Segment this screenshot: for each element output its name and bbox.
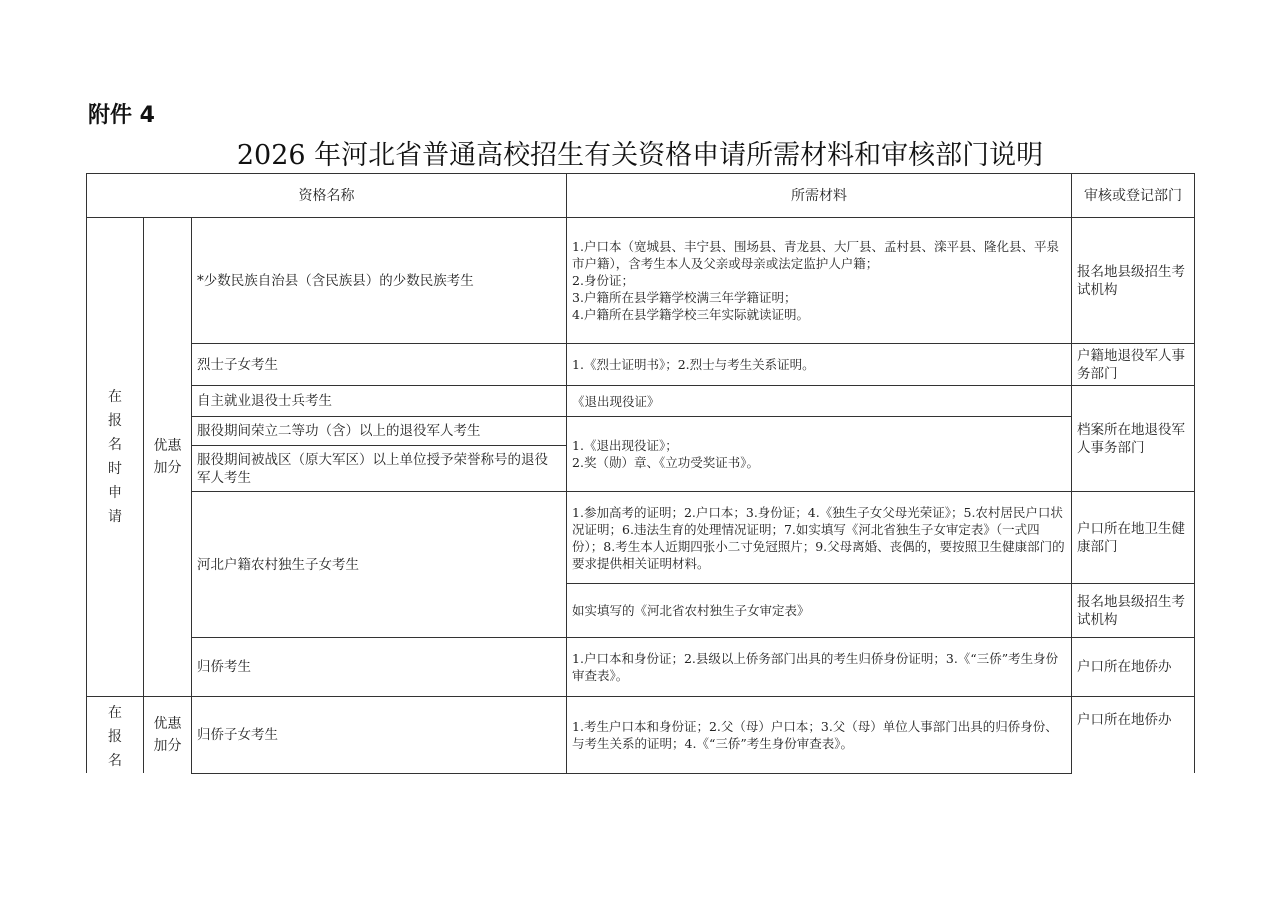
timing-text: 在 报 名	[108, 705, 122, 769]
row-materials: 1.《烈士证明书》；2.烈士与考生关系证明。	[567, 344, 1072, 386]
row-name: 服役期间被战区（原大军区）以上单位授予荣誉称号的退役军人考生	[192, 446, 567, 492]
row-dept: 档案所在地退役军人事务部门	[1072, 386, 1195, 492]
row-name: 自主就业退役士兵考生	[192, 386, 567, 417]
table-row	[87, 697, 1195, 774]
col-header-materials: 所需材料	[567, 174, 1072, 218]
col-header-dept: 审核或登记部门	[1072, 174, 1195, 218]
row-materials: 1.户口本和身份证；2.县级以上侨务部门出具的考生归侨身份证明；3.《“三侨”考生身份审查表》。	[567, 638, 1072, 697]
table-header-row	[87, 174, 1195, 218]
row-dept: 户口所在地侨办	[1072, 697, 1195, 774]
document-title: 2026 年河北省普通高校招生有关资格申请所需材料和审核部门说明	[236, 140, 1044, 171]
table-row	[87, 218, 1195, 344]
table-row	[87, 417, 1195, 446]
row-dept: 户口所在地侨办	[1072, 638, 1195, 697]
row-dept: 报名地县级招生考试机构	[1072, 584, 1195, 638]
row-name: 归侨考生	[192, 638, 567, 697]
row-name: 服役期间荣立二等功（含）以上的退役军人考生	[192, 417, 567, 446]
category-text: 优惠 加分	[153, 438, 182, 476]
row-materials: 如实填写的《河北省农村独生子女审定表》	[567, 584, 1072, 638]
row-materials: 1.考生户口本和身份证；2.父（母）户口本；3.父（母）单位人事部门出具的归侨身份、与考生关系的证明；4.《“三侨”考生身份审查表》。	[567, 697, 1072, 774]
row-materials: 1.户口本（宽城县、丰宁县、围场县、青龙县、大厂县、孟村县、滦平县、隆化县、平泉市户籍），含考生本人及父亲或母亲或法定监护人户籍； 2.身份证； 3.户籍所在县学籍学校满三年学籍证明； 4.户籍所在县学籍学校三年实际就读证明。	[567, 218, 1072, 344]
row-name: 烈士子女考生	[192, 344, 567, 386]
table-row	[87, 344, 1195, 386]
table-row	[87, 386, 1195, 417]
category-text: 优惠 加分	[153, 716, 182, 754]
row-materials: 1.参加高考的证明；2.户口本；3.身份证；4.《独生子女父母光荣证》；5.农村居民户口状况证明；6.违法生育的处理情况证明；7.如实填写《河北省独生子女审定表》（一式四份）；8.考生本人近期四张小二寸免冠照片；9.父母离婚、丧偶的，要按照卫生健康部门的要求提供相关证明材料。	[567, 492, 1072, 584]
row-dept: 户口所在地卫生健康部门	[1072, 492, 1195, 584]
row-name: 归侨子女考生	[192, 697, 567, 774]
col-header-name: 资格名称	[87, 174, 567, 218]
table-row	[87, 638, 1195, 697]
row-dept: 户籍地退役军人事务部门	[1072, 344, 1195, 386]
category-cell	[144, 697, 192, 774]
timing-cell	[87, 697, 144, 774]
attachment-label: 附件 4	[88, 103, 155, 128]
row-materials: 1.《退出现役证》； 2.奖（勋）章、《立功受奖证书》。	[567, 417, 1072, 492]
qualification-table	[86, 173, 1195, 774]
row-name: 河北户籍农村独生子女考生	[192, 492, 567, 638]
row-name: *少数民族自治县（含民族县）的少数民族考生	[192, 218, 567, 344]
row-materials: 《退出现役证》	[567, 386, 1072, 417]
timing-cell	[87, 218, 144, 697]
timing-text: 在 报 名 时 申 请	[108, 389, 122, 525]
table-row	[87, 492, 1195, 584]
row-dept: 报名地县级招生考试机构	[1072, 218, 1195, 344]
category-cell	[144, 218, 192, 697]
